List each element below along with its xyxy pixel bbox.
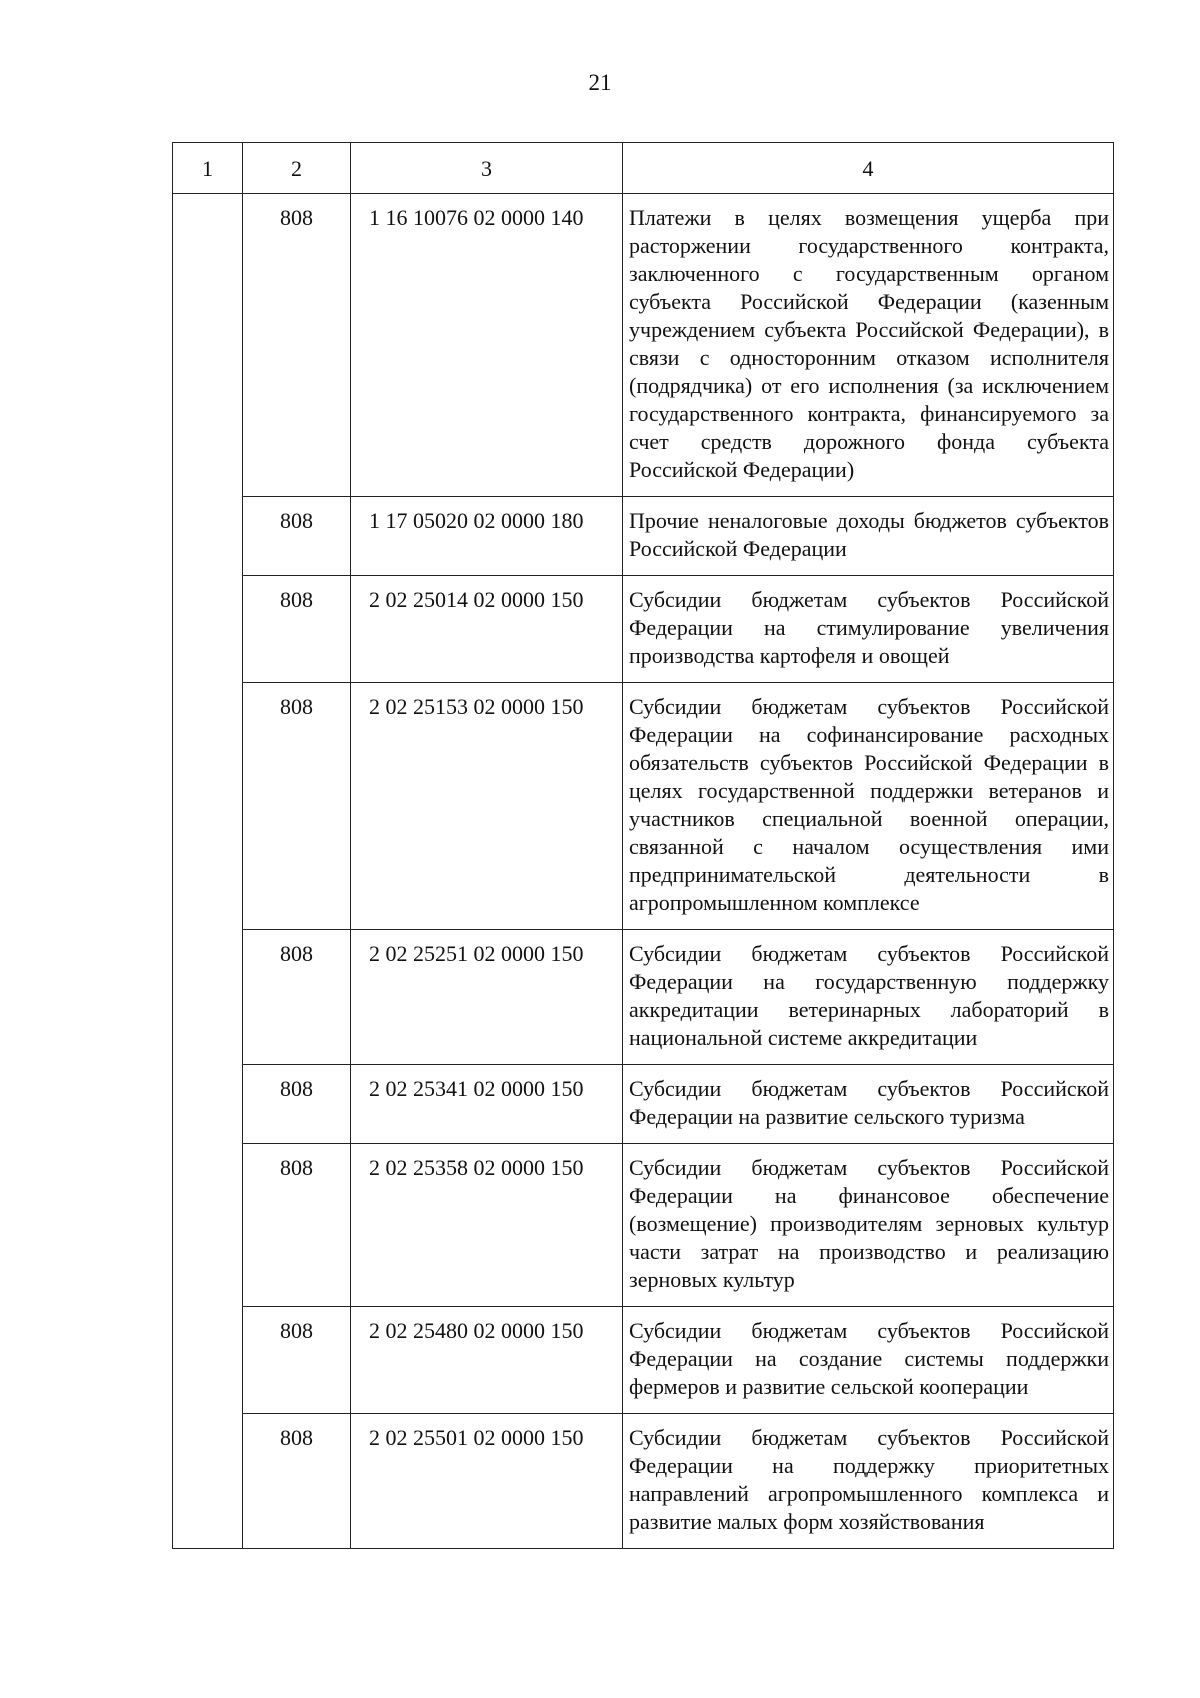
- table-header: [173, 143, 1114, 194]
- budget-code-cell: 1 16 10076 02 0000 140: [351, 194, 623, 497]
- admin-code-cell: 808: [243, 930, 351, 1065]
- description-cell: Субсидии бюджетам субъектов Российской Федерации на государственную поддержку аккредитации ветеринарных лабораторий в национальной системе аккредитации: [623, 930, 1114, 1065]
- budget-code-cell: 2 02 25153 02 0000 150: [351, 683, 623, 930]
- budget-code-cell: 2 02 25341 02 0000 150: [351, 1065, 623, 1144]
- admin-code-cell: 808: [243, 194, 351, 497]
- table-row: [173, 683, 1114, 930]
- header-col-2: 2: [243, 143, 351, 194]
- header-col-4: 4: [623, 143, 1114, 194]
- admin-code-cell: 808: [243, 576, 351, 683]
- description-cell: Прочие неналоговые доходы бюджетов субъектов Российской Федерации: [623, 497, 1114, 576]
- budget-code-cell: 2 02 25480 02 0000 150: [351, 1307, 623, 1414]
- table-row: [173, 930, 1114, 1065]
- budget-code-cell: 2 02 25358 02 0000 150: [351, 1144, 623, 1307]
- budget-code-cell: 2 02 25251 02 0000 150: [351, 930, 623, 1065]
- table-row: [173, 1307, 1114, 1414]
- admin-code-cell: 808: [243, 1065, 351, 1144]
- admin-code-cell: 808: [243, 683, 351, 930]
- description-cell: Платежи в целях возмещения ущерба при расторжении государственного контракта, заключенного с государственным органом субъекта Российской Федерации (казенным учреждением субъекта Российской Федерации), в связи с односторонним отказом исполнителя (подрядчика) от его исполнения (за исключением государственного контракта, финансируемого за счет средств дорожного фонда субъекта Российской Федерации): [623, 194, 1114, 497]
- group-number-cell: [173, 194, 243, 1549]
- admin-code-cell: 808: [243, 497, 351, 576]
- page-number: 21: [588, 70, 612, 95]
- table-row: [173, 1144, 1114, 1307]
- header-col-1: 1: [173, 143, 243, 194]
- budget-code-cell: 1 17 05020 02 0000 180: [351, 497, 623, 576]
- table-row: [173, 1065, 1114, 1144]
- table-body: [173, 194, 1114, 1549]
- description-cell: Субсидии бюджетам субъектов Российской Федерации на поддержку приоритетных направлений агропромышленного комплекса и развитие малых форм хозяйствования: [623, 1414, 1114, 1549]
- table-row: [173, 194, 1114, 497]
- admin-code-cell: 808: [243, 1307, 351, 1414]
- description-cell: Субсидии бюджетам субъектов Российской Федерации на создание системы поддержки фермеров и развитие сельской кооперации: [623, 1307, 1114, 1414]
- budget-code-cell: 2 02 25501 02 0000 150: [351, 1414, 623, 1549]
- admin-code-cell: 808: [243, 1414, 351, 1549]
- description-cell: Субсидии бюджетам субъектов Российской Федерации на финансовое обеспечение (возмещение) производителям зерновых культур части затрат на производство и реализацию зерновых культур: [623, 1144, 1114, 1307]
- description-cell: Субсидии бюджетам субъектов Российской Федерации на софинансирование расходных обязательств субъектов Российской Федерации в целях государственной поддержки ветеранов и участников специальной военной операции, связанной с началом осуществления ими предпринимательской деятельности в агропромышленном комплексе: [623, 683, 1114, 930]
- header-row: [173, 143, 1114, 194]
- table-row: [173, 497, 1114, 576]
- budget-revenue-table: [172, 142, 1114, 1549]
- admin-code-cell: 808: [243, 1144, 351, 1307]
- budget-code-cell: 2 02 25014 02 0000 150: [351, 576, 623, 683]
- table-row: [173, 1414, 1114, 1549]
- header-col-3: 3: [351, 143, 623, 194]
- table-row: [173, 576, 1114, 683]
- description-cell: Субсидии бюджетам субъектов Российской Федерации на развитие сельского туризма: [623, 1065, 1114, 1144]
- description-cell: Субсидии бюджетам субъектов Российской Федерации на стимулирование увеличения производства картофеля и овощей: [623, 576, 1114, 683]
